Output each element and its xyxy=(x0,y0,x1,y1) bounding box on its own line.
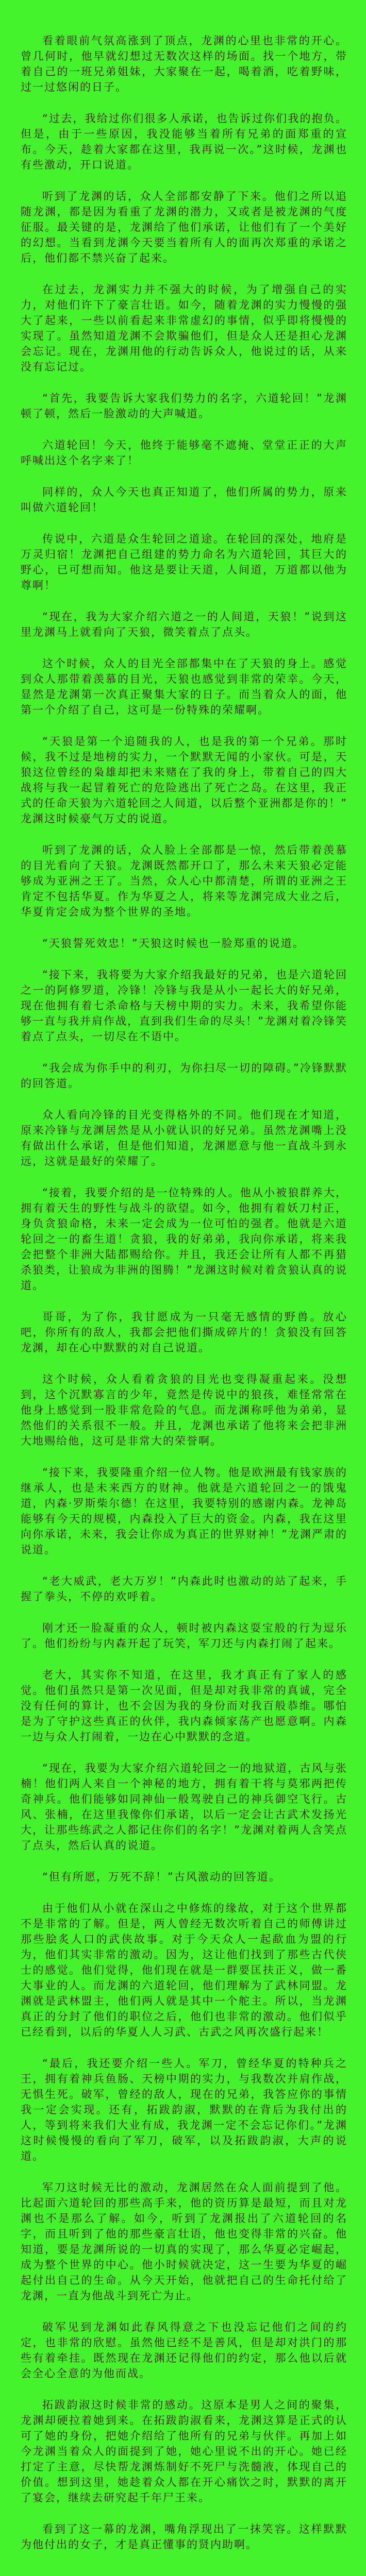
paragraph: “但有所愿，万死不辞！”古风激动的回答道。 xyxy=(42,1871,281,1883)
paragraph: “天狼誓死效忠！”天狼这时候也一脸郑重的说道。 xyxy=(42,937,305,950)
paragraph: 这个时候，众人的目光全部都集中在了天狼的身上。感觉到众人那带着羡慕的目光，天狼也感觉到非常的荣幸。今天，显然是龙渊第一次真正聚集大家的日子。而当着众人的面，他第一个介绍了自己，这可是一份特殊的荣耀啊。 xyxy=(21,657,347,716)
paragraph: 传说中，六道是众生轮回之道途。在轮回的深处，地府是万灵归宿！龙渊把自己组建的势力命名为六道轮回，其巨大的野心，已可想而知。他这是要让天道，人间道，万道都以他为尊啊！ xyxy=(21,533,347,591)
paragraph: “首先，我要告诉大家我们势力的名字，六道轮回！”龙渊顿了顿，然后一脸激动的大声喊道。 xyxy=(21,392,347,420)
paragraph: 听到了龙渊的话，众人脸上全部都是一惊，然后带着羡慕的目光看向了天狼。龙渊既然都开口了，那么未来天狼必定能够成为亚洲之王了。当然，众人心中都清楚，所谓的亚洲之王肯定不包括华夏。作为华夏之人，将来等龙渊完成大业之后，华夏肯定会成为整个世界的圣地。 xyxy=(21,844,347,918)
paragraph: 听到了龙渊的话，众人全部都安静了下来。他们之所以追随龙渊，都是因为看重了龙渊的潜力，又或者是被龙渊的气度征服。最关键的是，龙渊给了他们承诺，让他们有了一个美好的幻想。当看到龙渊今天要当着所有人的面再次郑重的承诺之后，他们都不禁兴奋了起来。 xyxy=(21,190,347,264)
paragraph: 哥哥，为了你，我甘愿成为一只毫无感情的野兽。放心吧，你所有的敌人，我都会把他们撕成碎片的！贪狼没有回答龙渊，却在心中默默的对自己说道。 xyxy=(21,1311,347,1354)
paragraph: 老大，其实你不知道，在这里，我才真正有了家人的感觉。他们虽然只是第一次见面，但是却对我非常的真诚，完全没有任何的算计，也不会因为我的身份而对我百般恭维。哪怕是为了守护这些真正的伙伴，我内森倾家荡产也愿意啊。内森一边与众人打闹着，一边在心中默默的念道。 xyxy=(21,1669,347,1743)
paragraph: “老大威武，老大万岁！”内森此时也激动的站了起来，手握了拳头，不停的欢呼着。 xyxy=(21,1575,347,1603)
paragraph: “接下来，我将要为大家介绍我最好的兄弟，也是六道轮回之一的阿修罗道，冷锋！冷锋与我是从小一起长大的好兄弟，现在他拥有着七杀命格与天榜中期的实力。未来，我希望你能够一直与我并肩作战，直到我们生命的尽头！”龙渊对着冷锋笑着点了点头，一切尽在不语中。 xyxy=(21,969,347,1043)
paragraph: 众人看向冷锋的目光变得格外的不同。他们现在才知道，原来冷锋与龙渊居然是从小就认识的好兄弟。虽然龙渊嘴上没有做出什么承诺，但是他们知道，龙渊愿意与他一直战斗到永远，这就是最好的荣耀了。 xyxy=(21,1109,347,1167)
paragraph: 六道轮回！今天，他终于能够毫不遮掩、堂堂正正的大声呼喊出这个名字来了！ xyxy=(21,439,347,467)
paragraph: 看到了这一幕的龙渊，嘴角浮现出了一抹笑容。这样默默为他付出的女子，才是真正懂事的贤内助啊。 xyxy=(21,2523,347,2551)
paragraph: “我会成为你手中的利刃，为你扫尽一切的障碍。”冷锋默默的回答道。 xyxy=(21,1062,347,1090)
paragraph: “现在，我为大家介绍六道之一的人间道，天狼！”说到这里龙渊马上就看向了天狼，微笑着点了点头。 xyxy=(21,611,347,638)
paragraph: 刚才还一脸凝重的众人，顿时被内森这耍宝般的行为逗乐了。他们纷纷与内森开起了玩笑，军刀还与内森打闹了起来。 xyxy=(21,1622,347,1650)
paragraph: 拓跋韵淑这时候非常的感动。这原本是男人之间的聚集，龙渊却硬拉着她到来。在拓跋韵淑看来，龙渊这算是正式的认可了她的身份，把她介绍给了他所有的兄弟与伙伴。再加上如今龙渊当着众人的面提到了她，她心里说不出的开心。她已经打定了主意，尽快帮龙渊炼制好不死尸与洗髓液，体现自己的价值。想到这里，她趁着众人都在开心痛饮之时，默默的离开了宴会，继续去研究起千年尸王来。 xyxy=(21,2399,347,2504)
paragraph: “现在，我要为大家介绍六道轮回之一的地狱道，古风与张楠！他们两人来自一个神秘的地方，拥有着干将与莫邪两把传奇神兵。他们能够如同神仙一般驾驶自己的神兵御空飞行。古风、张楠，在这里我像你们承诺，以后一定会让古武术发扬光大，让那些练武之人都记住你们的名字！”龙渊对着两人含笑点了点头，然后认真的说道。 xyxy=(21,1762,347,1852)
paragraph: “最后，我还要介绍一些人。军刀，曾经华夏的特种兵之王，拥有着神兵鱼肠、天榜中期的实力，与我数次并肩作战，无惧生死。破军，曾经的敌人，现在的兄弟，我答应你的事情我一定会实现。还有，拓跋韵淑，默默的在背后为我付出的人，等到将来我们大业有成，我龙渊一定不会忘记你们。”龙渊这时候慢慢的看向了军刀，破军，以及拓跋韵淑，大声的说道。 xyxy=(21,2057,347,2162)
paragraph: “接着，我要介绍的是一位特殊的人。他从小被狼群养大，拥有着天生的野性与战斗的欲望。如今，他拥有着妖刀村正，身负贪狼命格，未来一定会成为一位可怕的强者。他就是六道轮回之一的畜生道！贪狼，我的好弟弟，我向你承诺，将来我会把整个非洲大陆都赐给你。并且，我还会让所有人都不再猎杀狼类，让狼成为非洲的图腾！”龙渊这时候对着贪狼认真的说道。 xyxy=(21,1187,347,1292)
paragraph: “过去，我给过你们很多人承诺，也告诉过你们我的抱负。但是，由于一些原因，我没能够当着所有兄弟的面郑重的宣布。今天，趁着大家都在这里，我再说一次。”这时候，龙渊也有些激动，开口说道。 xyxy=(21,112,347,171)
paragraph: 在过去，龙渊实力并不强大的时候，为了增强自己的实力，对他们许下了豪言壮语。如今，随着龙渊的实力慢慢的强大了起来，一些以前看起来非常虚幻的事情，似乎即将慢慢的实现了。虽然知道龙渊不会欺骗他们，但是众人还是担心龙渊会忘记。现在，龙渊用他的行动告诉众人，他说过的话，从来没有忘记过。 xyxy=(21,283,347,373)
paragraph: 军刀这时候无比的激动，龙渊居然在众人面前提到了他。比起面六道轮回的那些高手来，他的资历算是最短，而且对龙渊也不是那么了解。如今，听到了龙渊报出了六道轮回的名字，而且听到了他的那些豪言壮语，他也变得非常的兴奋。他知道，要是龙渊所说的一切真的实现了，那么华夏必定崛起，成为整个世界的中心。他小时候就决定，这一生要为华夏的崛起付出自己的生命。从今天开始，他就把自己的生命托付给了龙渊，一直为他战斗到死亡为止。 xyxy=(21,2181,347,2302)
paragraph: 破军见到龙渊如此春风得意之下也没忘记他们之间的约定，也非常的欣慰。虽然他已经不是善风，但是却对洪门的那些有着牵挂。既然现在龙渊还记得他们的约定，那么他以后就会全心全意的为他而战。 xyxy=(21,2321,347,2380)
paragraph: 这个时候，众人看着贪狼的目光也变得凝重起来。没想到，这个沉默寡言的少年，竟然是传说中的狼孩，难怪常常在他身上感觉到一股非常危险的气息。而龙渊称呼他为弟弟，显然他们的关系很不一般。并且，龙渊也承诺了他将来会把非洲大地赐给他，这可是非常大的荣誉啊。 xyxy=(21,1373,347,1447)
paragraph: “接下来，我要隆重介绍一位人物。他是欧洲最有钱家族的继承人，也是未来西方的财神。他就是六道轮回之一的饿鬼道，内森·罗斯柴尔德！在这里，我要特别的感谢内森。龙神岛能够有今天的规模，内森投入了巨大的资金。内森，我在这里向你承诺，未来，我会让你成为真正的世界财神！”龙渊严肃的说道。 xyxy=(21,1466,347,1556)
paragraph: “天狼是第一个追随我的人，也是我的第一个兄弟。那时候，我不过是地榜的实力，一个默默无闻的小家伙。可是，天狼这位曾经的枭雄却把未来赌在了我的身上，带着自己的四大战将与我一起冒着死亡的危险逃出了死亡之岛。在这里，我正式的任命天狼为六道轮回之人间道，以后整个亚洲都是你的！”龙渊这时候豪气万丈的说道。 xyxy=(21,735,347,825)
paragraph: 由于他们从小就在深山之中修炼的缘故，对于这个世界都不是非常的了解。但是，两人曾经无数次听着自己的师傅讲过那些脍炙人口的武侠故事。对于今天众人一起歃血为盟的行为，他们其实非常的激动。因为，这让他们找到了那些古代侠士的感觉。他们觉得，他们现在就是一群要匡扶正义，做一番大事业的人。而龙渊的六道轮回，他们理解为了武林同盟。龙渊就是武林盟主，他们两人就是其中一个舵主。所以，当龙渊真正的分封了他们的职位之后，他们也非常的激动。他们似乎已经看到，以后的华夏人人习武、古武之风再次盛行起来！ xyxy=(21,1902,347,2038)
paragraph: 同样的，众人今天也真正知道了，他们所属的势力，原来叫做六道轮回！ xyxy=(21,486,347,514)
paragraph: 看着眼前气氛高涨到了顶点，龙渊的心里也非常的开心。曾几何时，他早就幻想过无数次这样的场面。找一个地方，带着自己的一班兄弟姐妹，大家聚在一起，喝着酒，吃着野味，过一过悠闲的日子。 xyxy=(21,35,347,93)
